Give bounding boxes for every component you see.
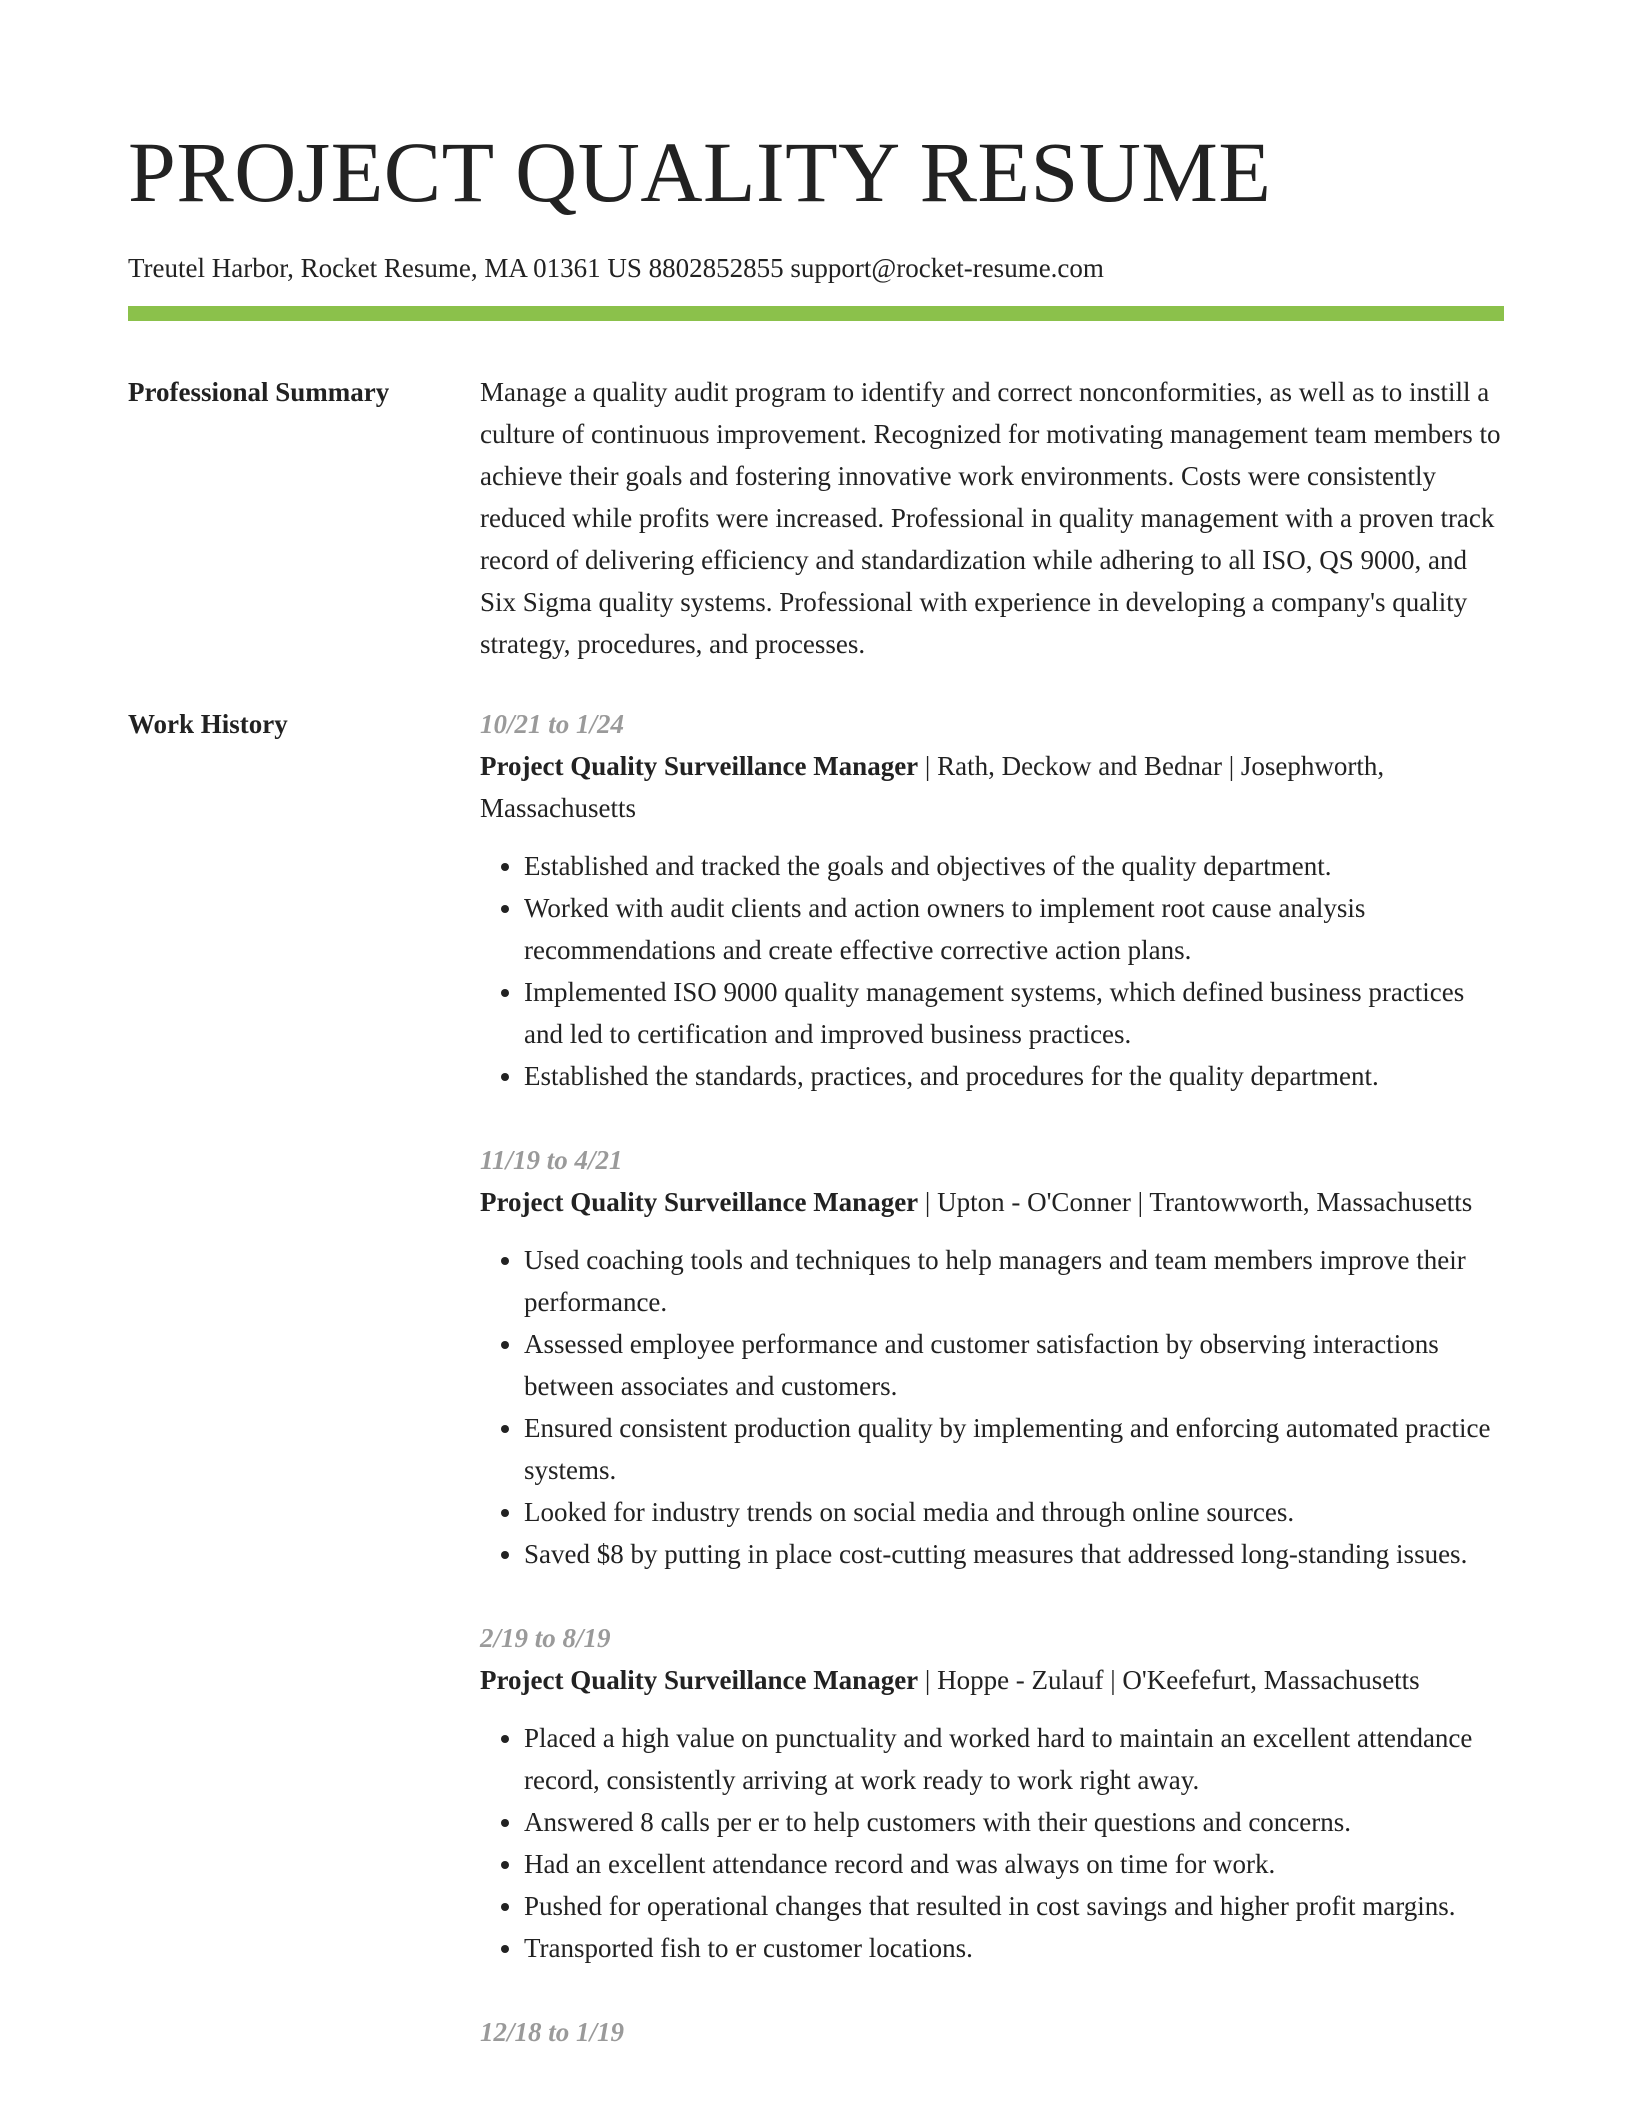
job-heading [480,745,1504,829]
job-bullets [480,845,1504,1097]
resume-title: PROJECT QUALITY RESUME [128,124,1272,220]
summary-body [480,371,1504,665]
job-dates: 2/19 to 8/19 [480,1623,611,1653]
job-bullet: • Transported fish to er customer locations. [524,1927,1504,1969]
job-title: Project Quality Surveillance Manager [480,1187,919,1217]
job-title: Project Quality Surveillance Manager [480,751,919,781]
work-history-label: Work History [128,709,288,739]
work-history-body [480,703,1504,2053]
contact-phone: 8802852855 [648,253,784,283]
job-bullet: • Answered 8 calls per er to help customers with their questions and concerns. [524,1801,1504,1843]
job-entry [480,1617,1504,1969]
job-details: | Upton - O'Conner | Trantowworth, Massachusetts [918,1187,1473,1217]
job-bullet: • Placed a high value on punctuality and worked hard to maintain an excellent attendance record, consistently arriving at work ready to work right away. [524,1717,1504,1801]
job-bullet: • Established and tracked the goals and objectives of the quality department. [524,845,1504,887]
job-bullet: • Worked with audit clients and action owners to implement root cause analysis recommendations and create effective corrective action plans. [524,887,1504,971]
summary-label: Professional Summary [128,377,390,407]
job-dates: 11/19 to 4/21 [480,1145,623,1175]
job-details: | Rath, Deckow and Bednar | Josephworth, Massachusetts [480,751,1385,823]
contact-line [128,250,1504,286]
summary-section [128,371,1504,665]
job-bullet: • Pushed for operational changes that resulted in cost savings and higher profit margins. [524,1885,1504,1927]
job-dates: 12/18 to 1/19 [480,2017,625,2047]
job-title: Project Quality Surveillance Manager [480,1665,919,1695]
resume-page [128,0,1504,2095]
contact-address: Treutel Harbor, Rocket Resume, MA 01361 US [128,253,642,283]
job-entry [480,2011,1504,2053]
job-heading [480,1181,1504,1223]
job-bullet: • Ensured consistent production quality by implementing and enforcing automated practice systems. [524,1407,1504,1491]
job-bullet: • Used coaching tools and techniques to help managers and team members improve their performance. [524,1239,1504,1323]
job-bullets [480,1717,1504,1969]
job-bullet: • Assessed employee performance and customer satisfaction by observing interactions between associates and customers. [524,1323,1504,1407]
job-details: | Hoppe - Zulauf | O'Keefefurt, Massachusetts [918,1665,1420,1695]
job-bullet: • Looked for industry trends on social media and through online sources. [524,1491,1504,1533]
job-entry [480,1139,1504,1575]
job-bullet: • Implemented ISO 9000 quality management systems, which defined business practices and led to certification and improved business practices. [524,971,1504,1055]
job-bullet: • Had an excellent attendance record and was always on time for work. [524,1843,1504,1885]
job-entry [480,703,1504,1097]
job-dates: 10/21 to 1/24 [480,709,625,739]
header-divider [128,306,1504,321]
job-heading [480,1659,1504,1701]
job-bullet: • Established the standards, practices, and procedures for the quality department. [524,1055,1504,1097]
contact-email: support@rocket-resume.com [790,253,1104,283]
job-bullets [480,1239,1504,1575]
work-history-section [128,703,1504,2053]
job-bullet: • Saved $8 by putting in place cost-cutting measures that addressed long-standing issues. [524,1533,1504,1575]
summary-text: Manage a quality audit program to identify and correct nonconformities, as well as to instill a culture of continuous improvement. Recognized for motivating management team members to achieve their goals and fostering innovative work environments. Costs were consistently reduced while profits were increased. Professional in quality management with a proven track record of delivering efficiency and standardization while adhering to all ISO, QS 9000, and Six Sigma quality systems. Professional with experience in developing a company's quality strategy, procedures, and processes. [480,377,1501,659]
